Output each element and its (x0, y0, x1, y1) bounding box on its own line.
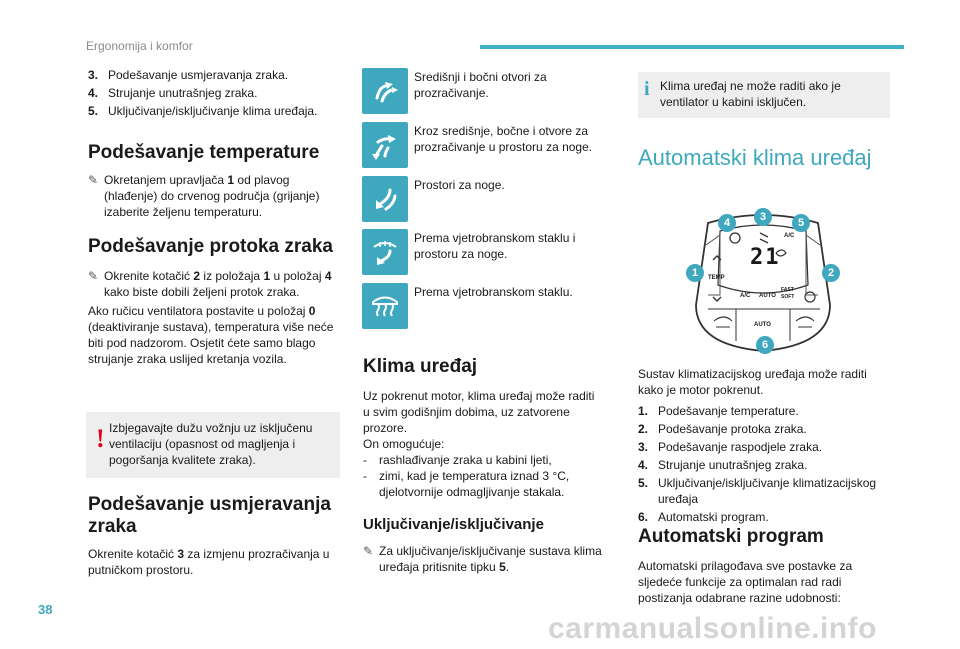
list-item: - rashlađivanje zraka u kabini ljeti, (363, 453, 552, 467)
intro-list (88, 67, 338, 121)
panel-label-temp: TEMP (708, 275, 725, 281)
panel-label-auto: AUTO (759, 293, 776, 299)
auto-list (638, 403, 890, 527)
program-heading: Automatski program (638, 526, 824, 547)
onoff-heading: Uključivanje/isključivanje (363, 516, 544, 533)
list-item: 5. Uključivanje/isključivanje klimatizacijskog uređaja (638, 476, 877, 506)
warning-text: Izbjegavajte dužu vožnju uz isključenu ventilaciju (opasnost od magljenja i pogoršanja kvalitete zraka). (109, 421, 313, 467)
warning-box (86, 412, 340, 478)
windscreen-demist-tile (362, 283, 408, 329)
mode-text: Prema vjetrobranskom staklu. (414, 285, 573, 299)
face-feet-vent-tile (362, 122, 408, 168)
klima-heading: Klima uređaj (363, 356, 478, 377)
mode-text: Središnji i bočni otvori za prozračivanje. (414, 70, 547, 100)
page-number: 38 (38, 602, 53, 617)
list-item: 2. Podešavanje protoka zraka. (638, 422, 807, 436)
auto-paragraph: Sustav klimatizacijskog uređaja može raditi kako je motor pokrenut. (638, 367, 867, 397)
flow-paragraph: Ako ručicu ventilatora postavite u položaj 0 (deaktiviranje sustava), temperatura više neće biti pod nadzorom. Osjetit ćete samo blago strujanje zraka uslijed kretanja vozila. (88, 304, 334, 366)
panel-label-ac: A/C (740, 293, 751, 299)
temp-heading: Podešavanje temperature (88, 142, 320, 163)
header-bar (480, 45, 904, 49)
panel-label-fast: FAST (781, 287, 794, 293)
list-item: 3. Podešavanje usmjeravanja zraka. (88, 68, 289, 82)
list-item: 3. Podešavanje raspodjele zraka. (638, 440, 823, 454)
mode-text: Prema vjetrobranskom staklu i prostoru za noge. (414, 231, 576, 261)
temperature-display: 21 (750, 245, 781, 270)
windscreen-demist-icon (368, 289, 402, 323)
face-vent-icon (368, 74, 402, 108)
callout-4: 4 (718, 214, 736, 232)
direction-heading: Podešavanje usmjeravanja zraka (88, 494, 331, 537)
mode-text: Prostori za noge. (414, 178, 505, 192)
callout-3: 3 (754, 208, 772, 226)
warning-icon: ! (96, 424, 105, 453)
direction-paragraph: Okrenite kotačić 3 za izmjenu prozračivanja u putničkom prostoru. (88, 547, 330, 577)
list-item: 5. Uključivanje/isključivanje klima uređaja. (88, 104, 318, 118)
feet-vent-icon (368, 182, 402, 216)
program-paragraph: Automatski prilagođava sve postavke za sljedeće funkcije za optimalan rad radi postizanja odabrane razine udobnosti: (638, 559, 853, 605)
klima-body: Uz pokrenut motor, klima uređaj može raditi u svim godišnjim dobima, uz zatvorene prozore. On omogućuje: - rashlađivanje zraka u kabini ljeti, - zimi, kad je temperatura iznad 3 °C, djelotvornije odmagljivanje stakala. (363, 388, 603, 500)
section-header: Ergonomija i komfor (86, 39, 193, 53)
bullet-icon: ✎ (88, 269, 99, 283)
windscreen-feet-icon (368, 235, 402, 269)
onoff-instruction: ✎ Za uključivanje/isključivanje sustava klima uređaja pritisnite tipku 5. (363, 544, 602, 574)
panel-label-ac-top: A/C (784, 233, 795, 239)
bullet-icon: ✎ (88, 173, 99, 187)
temp-instruction: ✎ Okretanjem upravljača 1 od plavog (hlađenje) do crvenog područja (grijanje) izaberite željenu temperaturu. (88, 173, 320, 219)
callout-5: 5 (792, 214, 810, 232)
auto-heading: Automatski klima uređaj (638, 145, 872, 170)
callout-2: 2 (822, 264, 840, 282)
mode-text: Kroz središnje, bočne i otvore za prozračivanje u prostoru za noge. (414, 124, 593, 154)
info-icon: i (644, 78, 650, 100)
face-feet-vent-icon (368, 128, 402, 162)
watermark: carmanualsonline.info (548, 612, 877, 645)
panel-label-soft: SOFT (781, 294, 795, 300)
face-vent-tile (362, 68, 408, 114)
callout-6: 6 (756, 336, 774, 354)
info-text: Klima uređaj ne može raditi ako je ventilator u kabini isključen. (660, 79, 841, 109)
bullet-icon: ✎ (363, 544, 374, 558)
climate-control-panel (680, 205, 846, 357)
feet-vent-tile (362, 176, 408, 222)
auto-button-label: AUTO (754, 322, 771, 328)
windscreen-feet-tile (362, 229, 408, 275)
callout-1: 1 (686, 264, 704, 282)
info-box (638, 72, 890, 118)
list-item: 1. Podešavanje temperature. (638, 404, 799, 418)
list-item: - zimi, kad je temperatura iznad 3 °C, djelotvornije odmagljivanje stakala. (363, 469, 570, 499)
list-item: 6. Automatski program. (638, 510, 769, 524)
flow-instruction: ✎ Okrenite kotačić 2 iz položaja 1 u položaj 4 kako biste dobili željeni protok zraka. (88, 269, 332, 299)
flow-heading: Podešavanje protoka zraka (88, 236, 333, 257)
list-item: 4. Strujanje unutrašnjeg zraka. (88, 86, 258, 100)
control-panel-drawing (680, 205, 846, 357)
list-item: 4. Strujanje unutrašnjeg zraka. (638, 458, 808, 472)
